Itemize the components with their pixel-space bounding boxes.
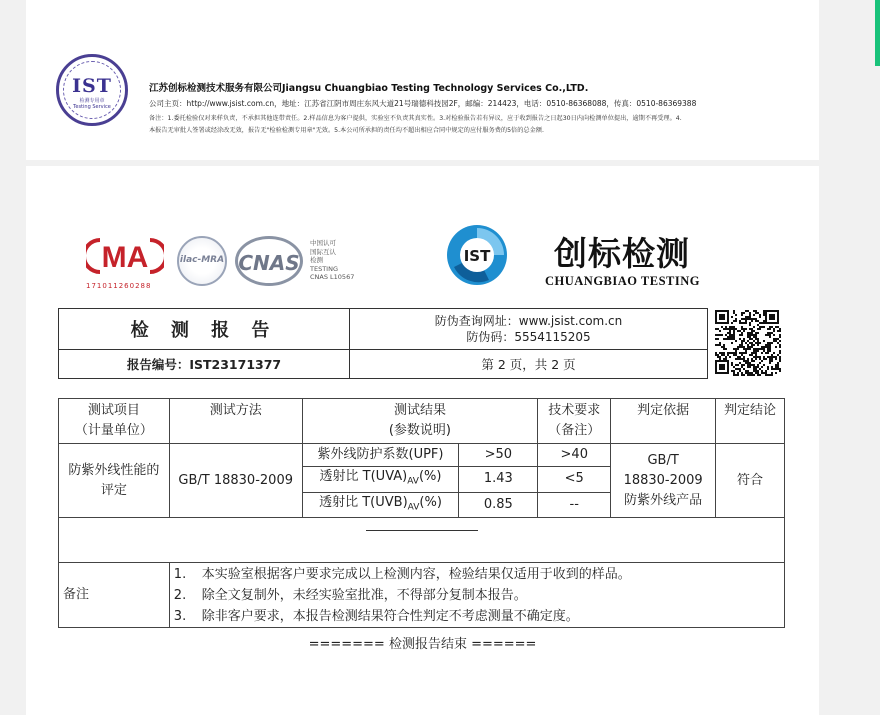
remarks-list	[169, 563, 784, 628]
divider	[366, 530, 478, 531]
param-uvb: 透射比 $T(UVB)_{AV}(\%)$	[302, 492, 459, 518]
header-basis: 判定依据	[611, 399, 716, 444]
ist-brand-logo	[444, 222, 510, 288]
ist-seal-logo: IST 检测专用章 Testing Service	[56, 54, 128, 126]
anti-fake-info	[350, 309, 708, 350]
results-table	[58, 398, 785, 628]
param-upf: 紫外线防护系数(UPF)	[302, 444, 459, 467]
report-title: 检 测 报 告	[59, 309, 350, 350]
header-method: 测试方法	[169, 399, 302, 444]
anti-fake-code: 防伪码：5554115205	[466, 330, 591, 344]
ilac-mra-logo: ilac-MRA	[177, 236, 227, 286]
test-method: GB/T 18830-2009	[169, 444, 302, 518]
value-upf: >50	[459, 444, 538, 467]
conclusion: 符合	[716, 444, 785, 518]
brand-name-cn: 创标检测	[554, 234, 690, 273]
query-site[interactable]: 防伪查询网址：www.jsist.com.cn	[434, 314, 623, 328]
header-item: 测试项目 （计量单位）	[59, 399, 170, 444]
item-name: 防紫外线性能的 评定	[59, 444, 170, 518]
cma-number: 171011260288	[86, 282, 152, 290]
remarks-label: 备注	[59, 563, 170, 628]
basis: GB/T 18830-2009 防紫外线产品	[611, 444, 716, 518]
report-number: 报告编号：IST23171377	[59, 350, 350, 379]
header-requirement: 技术要求 （备注）	[538, 399, 611, 444]
page-info: 第 2 页，共 2 页	[350, 350, 708, 379]
company-address: 公司主页：http://www.jsist.com.cn，地址：江苏省江阴市周庄东风大道21号瑞德科技园2F，邮编：214423，电话：0510-86368088，传真：0510-86369388	[149, 99, 697, 108]
report-end-marker: ======= 检测报告结束 ======	[308, 637, 537, 652]
cnas-caption: 中国认可 国际互认 检测 TESTING CNAS L10567	[310, 239, 355, 281]
header-note-2: 本报告无审批人签署或经涂改无效，报告无"检验检测专用章"无效。5.本公司所承担的责任均不超出相应合同中规定的应付服务费的5倍的总金额.	[149, 127, 544, 134]
remark-item: 2. 除全文复制外，未经实验室批准，不得部分复制本报告。	[173, 587, 527, 603]
side-tab[interactable]	[875, 0, 880, 66]
report-header-table	[58, 308, 708, 379]
value-uvb: 0.85	[459, 492, 538, 518]
svg-text:MA: MA	[101, 241, 149, 274]
value-uva: 1.43	[459, 467, 538, 493]
param-uva: 透射比 $T(UVA)_{AV}(\%)$	[302, 467, 459, 493]
company-name: 江苏创标检测技术服务有限公司Jiangsu Chuangbiao Testing Technology Services Co.,LTD.	[149, 83, 589, 94]
svg-text:IST: IST	[463, 247, 491, 265]
qr-code	[715, 310, 781, 376]
req-upf: >40	[538, 444, 611, 467]
remark-item: 3. 除非客户要求，本报告检测结果符合性判定不考虑测量不确定度。	[173, 608, 579, 624]
header-conclusion: 判定结论	[716, 399, 785, 444]
document-page-report	[26, 166, 819, 715]
blank-row	[59, 518, 785, 563]
req-uvb: --	[538, 492, 611, 518]
req-uva: <5	[538, 467, 611, 493]
cma-logo	[86, 238, 164, 274]
header-note-1: 备注：1.委托检验仅对来样负责，不承担其他连带责任。2.样品信息为客户提供，实验室不负责其真实性。3.对检验报告若有异议，应于收到报告之日起30日内向检测单位提出，逾期不再受理。4.	[149, 115, 682, 122]
brand-name-en: CHUANGBIAO TESTING	[545, 274, 700, 288]
header-result: 测试结果 (参数说明)	[302, 399, 538, 444]
document-page-header	[26, 0, 819, 160]
remark-item: 1. 本实验室根据客户要求完成以上检测内容，检验结果仅适用于收到的样品。	[173, 566, 631, 582]
cnas-logo: CNAS	[235, 236, 303, 286]
